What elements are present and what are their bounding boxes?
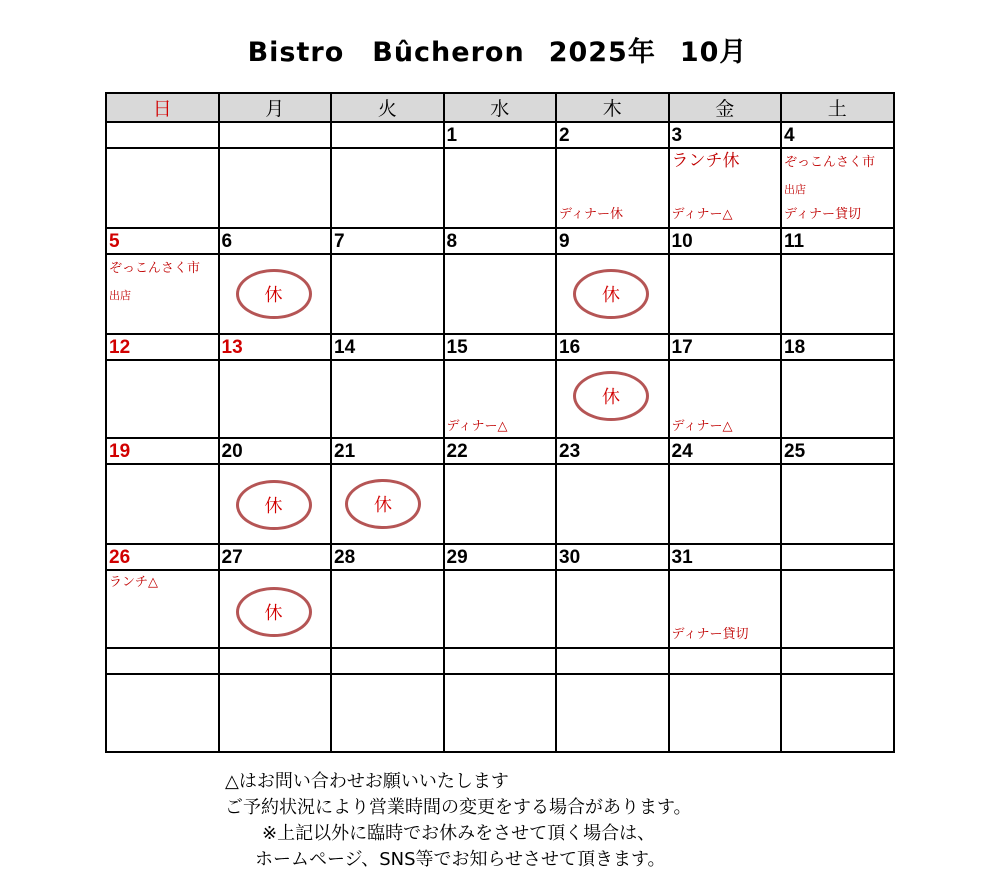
day-cell: [219, 570, 332, 648]
day-cell: [556, 360, 669, 438]
note-dinner-reserved: ディナー貸切: [671, 627, 749, 642]
week-5-dates: [106, 544, 894, 570]
date-number: 21: [331, 438, 444, 464]
week-6-dates: [106, 648, 894, 674]
date-cell: [219, 122, 332, 148]
note-dinner-inquire: ディナー△: [671, 419, 733, 434]
weekday-sun: 日: [106, 93, 219, 122]
footer-note-announce: ホームページ、SNS等でお知らせさせて頂きます。: [255, 849, 666, 870]
date-number: 20: [219, 438, 332, 464]
day-cell: [106, 464, 219, 544]
date-number: 17: [669, 334, 782, 360]
date-number: 6: [219, 228, 332, 254]
footer-note-hours-change: ご予約状況により営業時間の変更をする場合があります。: [225, 797, 692, 818]
date-cell: [556, 648, 669, 674]
week-3-body: [106, 360, 894, 438]
date-number: 18: [781, 334, 894, 360]
week-1-dates: [106, 122, 894, 148]
day-cell: [669, 360, 782, 438]
day-cell: [444, 464, 557, 544]
date-number: 3: [669, 122, 782, 148]
day-cell: [556, 674, 669, 752]
date-number: 22: [444, 438, 557, 464]
weekday-sat: 土: [781, 93, 894, 122]
closed-mark: 休: [236, 269, 312, 319]
weekday-wed: 水: [444, 93, 557, 122]
day-cell: [781, 570, 894, 648]
day-cell: [556, 254, 669, 334]
day-cell: [331, 254, 444, 334]
closed-mark: 休: [573, 269, 649, 319]
day-cell: [106, 570, 219, 648]
title-month: 10月: [679, 37, 748, 68]
day-cell: [781, 674, 894, 752]
weekday-thu: 木: [556, 93, 669, 122]
date-number: 30: [556, 544, 669, 570]
day-cell: [781, 254, 894, 334]
date-number: 5: [106, 228, 219, 254]
note-lunch-inquire: ランチ△: [109, 575, 158, 590]
date-number: 19: [106, 438, 219, 464]
day-cell: [444, 254, 557, 334]
date-number: 16: [556, 334, 669, 360]
date-number: 23: [556, 438, 669, 464]
day-cell: [444, 570, 557, 648]
date-number: 31: [669, 544, 782, 570]
date-cell: [331, 648, 444, 674]
day-cell: [669, 674, 782, 752]
date-number: 15: [444, 334, 557, 360]
week-3-dates: [106, 334, 894, 360]
day-cell: [781, 148, 894, 228]
day-cell: [669, 148, 782, 228]
note-event: ぞっこんさく市: [784, 155, 876, 170]
date-number: 8: [444, 228, 557, 254]
note-event: ぞっこんさく市: [109, 261, 201, 276]
bistro-name: Bistro Bûcheron: [247, 37, 525, 68]
calendar-title: [0, 30, 995, 69]
date-number: 11: [781, 228, 894, 254]
date-cell: [781, 648, 894, 674]
day-cell: [106, 254, 219, 334]
day-cell: [106, 148, 219, 228]
footer-note-temporary-closure: ※上記以外に臨時でお休みをさせて頂く場合は、: [262, 823, 656, 844]
title-year: 2025年: [548, 37, 656, 68]
date-cell: [444, 648, 557, 674]
day-cell: [781, 464, 894, 544]
calendar-grid: [105, 92, 895, 753]
day-cell: [444, 360, 557, 438]
day-cell: [669, 254, 782, 334]
footer-note-inquire: △はお問い合わせお願いいたします: [225, 771, 509, 792]
day-cell: [219, 360, 332, 438]
date-number: 4: [781, 122, 894, 148]
closed-mark: 休: [345, 479, 421, 529]
date-number: 12: [106, 334, 219, 360]
date-cell: [669, 648, 782, 674]
note-dinner-reserved: ディナー貸切: [784, 207, 861, 222]
note-dinner-inquire: ディナー△: [446, 419, 508, 434]
date-number: 14: [331, 334, 444, 360]
weekday-header-row: [106, 93, 894, 122]
date-number: 13: [219, 334, 332, 360]
day-cell: [669, 570, 782, 648]
note-event-booth: 出店: [109, 289, 131, 302]
day-cell: [219, 254, 332, 334]
date-number: 26: [106, 544, 219, 570]
date-number: 9: [556, 228, 669, 254]
day-cell: [444, 674, 557, 752]
date-cell: [331, 122, 444, 148]
closed-mark: 休: [573, 371, 649, 421]
date-number: 1: [444, 122, 557, 148]
day-cell: [331, 464, 444, 544]
day-cell: [444, 148, 557, 228]
date-number: 27: [219, 544, 332, 570]
week-4-body: [106, 464, 894, 544]
date-number: 7: [331, 228, 444, 254]
week-4-dates: [106, 438, 894, 464]
date-number: 29: [444, 544, 557, 570]
weekday-tue: 火: [331, 93, 444, 122]
day-cell: [331, 570, 444, 648]
day-cell: [556, 464, 669, 544]
day-cell: [219, 464, 332, 544]
date-cell: [781, 544, 894, 570]
day-cell: [669, 464, 782, 544]
weekday-mon: 月: [219, 93, 332, 122]
week-6-body: [106, 674, 894, 752]
day-cell: [106, 360, 219, 438]
date-number: 28: [331, 544, 444, 570]
note-dinner-closed: ディナー休: [559, 207, 623, 222]
note-lunch-closed: ランチ休: [671, 151, 740, 171]
closed-mark: 休: [236, 587, 312, 637]
day-cell: [219, 148, 332, 228]
weekday-fri: 金: [669, 93, 782, 122]
day-cell: [556, 570, 669, 648]
date-cell: [106, 122, 219, 148]
day-cell: [331, 148, 444, 228]
week-1-body: [106, 148, 894, 228]
date-number: 25: [781, 438, 894, 464]
day-cell: [331, 674, 444, 752]
date-number: 2: [556, 122, 669, 148]
day-cell: [556, 148, 669, 228]
date-number: 10: [669, 228, 782, 254]
week-5-body: [106, 570, 894, 648]
day-cell: [219, 674, 332, 752]
date-cell: [106, 648, 219, 674]
week-2-body: [106, 254, 894, 334]
note-event-booth: 出店: [784, 183, 806, 196]
closed-mark: 休: [236, 480, 312, 530]
date-number: 24: [669, 438, 782, 464]
week-2-dates: [106, 228, 894, 254]
note-dinner-inquire: ディナー△: [671, 207, 733, 222]
day-cell: [331, 360, 444, 438]
day-cell: [781, 360, 894, 438]
date-cell: [219, 648, 332, 674]
day-cell: [106, 674, 219, 752]
